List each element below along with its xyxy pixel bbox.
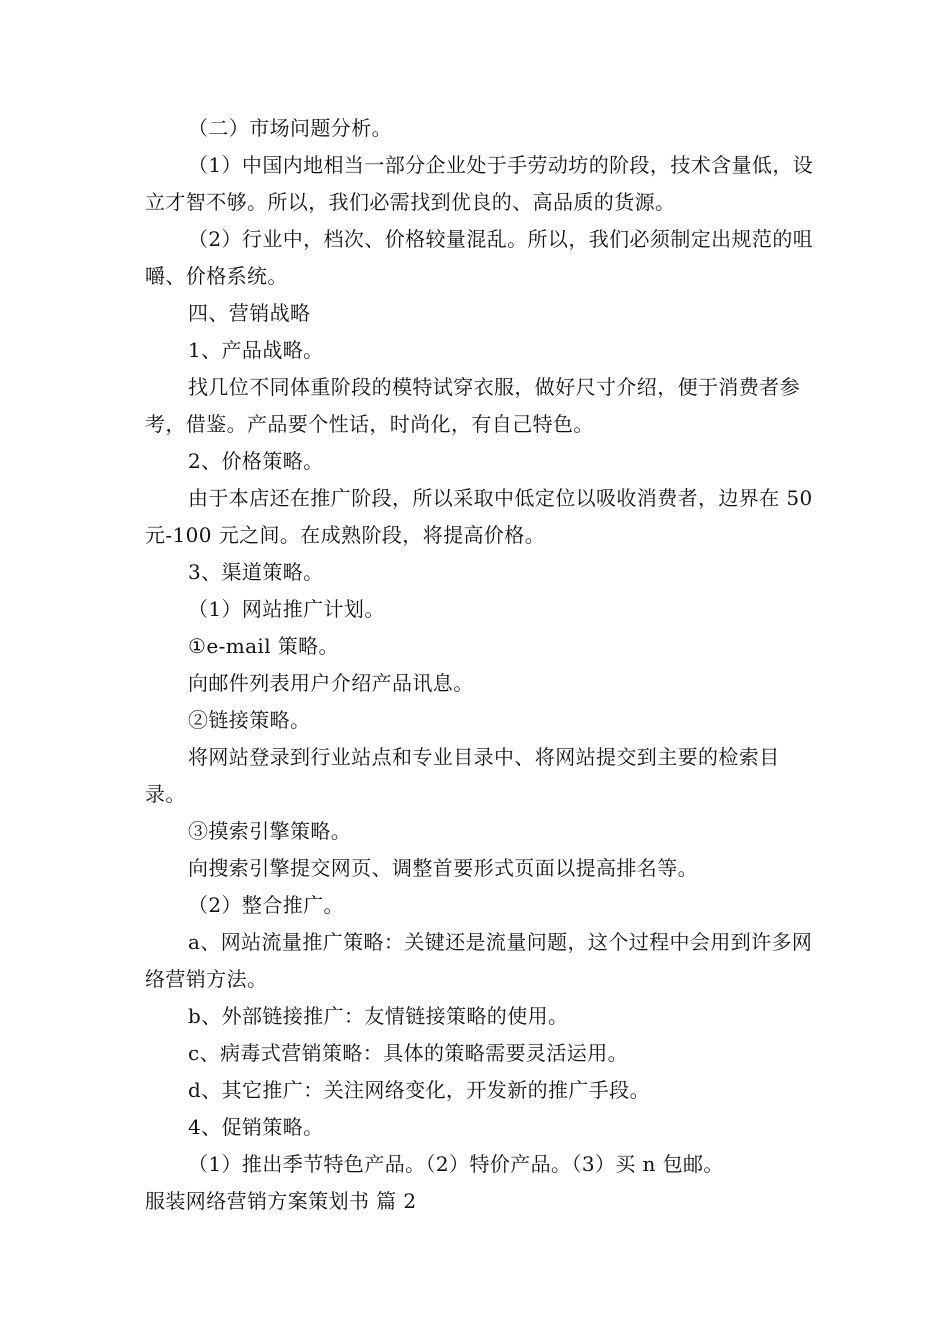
document-page [145,110,820,1220]
paragraph-other-promotion: d、其它推广：关注网络变化，开发新的推广手段。 [188,1078,651,1102]
paragraph-external-links: b、外部链接推广：友情链接策略的使用。 [188,1004,569,1028]
subheading-promotion-strategy: 4、促销策略。 [188,1115,324,1139]
paragraph-market-point-2: （2）行业中，档次、价格较量混乱。所以，我们必须制定出规范的咀嚼、价格系统。 [145,227,814,288]
paragraph-promotion-items: （1）推出季节特色产品。（2）特价产品。（3）买 n 包邮。 [188,1152,724,1176]
subheading-product-strategy: 1、产品战略。 [188,338,324,362]
paragraph-product-strategy: 找几位不同体重阶段的模特试穿衣服，做好尺寸介绍，便于消费者参考，借鉴。产品要个性话，时尚化，有自己特色。 [145,375,800,436]
paragraph-price-strategy: 由于本店还在推广阶段，所以采取中低定位以吸收消费者，边界在 50 元-100 元之间。在成熟阶段，将提高价格。 [145,486,813,547]
paragraph-traffic-promotion: a、网站流量推广策略：关键还是流量问题，这个过程中会用到许多网络营销方法。 [145,930,813,991]
subheading-website-promotion: （1）网站推广计划。 [188,597,385,621]
next-section-title: 服装网络营销方案策划书 篇 2 [145,1189,417,1213]
paragraph-link-strategy: 将网站登录到行业站点和专业目录中、将网站提交到主要的检索目录。 [145,745,780,806]
section-heading-marketing-strategy: 四、营销战略 [188,301,311,325]
paragraph-email-strategy: 向邮件列表用户介绍产品讯息。 [188,671,474,695]
subheading-price-strategy: 2、价格策略。 [188,449,324,473]
paragraph-search-engine-strategy: 向搜索引擎提交网页、调整首要形式页面以提高排名等。 [188,856,698,880]
paragraph-market-point-1: （1）中国内地相当一部分企业处于手劳动坊的阶段，技术含量低，设立才智不够。所以，我们必需找到优良的、高品质的货源。 [145,153,814,214]
item-search-engine-strategy: ③摸索引擎策略。 [188,819,352,843]
item-email-strategy: ①e-mail 策略。 [188,634,339,658]
subheading-channel-strategy: 3、渠道策略。 [188,560,324,584]
section-heading-market-analysis: （二）市场问题分析。 [188,116,392,140]
subheading-integrated-promotion: （2）整合推广。 [188,893,344,917]
item-link-strategy: ②链接策略。 [188,708,311,732]
paragraph-viral-marketing: c、病毒式营销策略：具体的策略需要灵活运用。 [188,1041,629,1065]
